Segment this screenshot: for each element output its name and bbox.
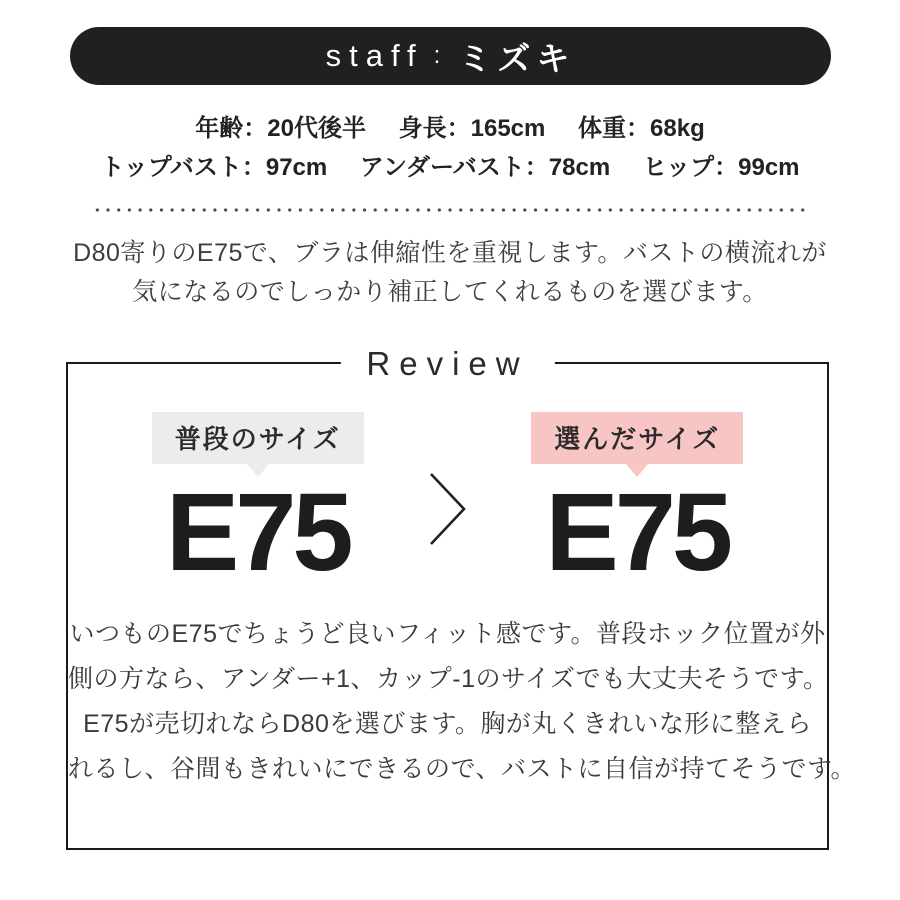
intro-line-2: 気になるのでしっかり補正してくれるものを選びます。	[132, 278, 768, 306]
review-box	[66, 345, 857, 850]
stat-hip: ヒップ：99cm	[642, 154, 800, 181]
staff-separator: :	[433, 42, 441, 69]
stat-age: 年齢：20代後半	[195, 115, 366, 142]
staff-label: staff	[325, 38, 424, 73]
stats-row-1	[0, 109, 900, 148]
stat-height: 身長：165cm	[398, 115, 546, 142]
stat-under-bust: アンダーバスト：78cm	[359, 154, 611, 181]
dotted-divider	[92, 207, 808, 213]
review-comment-line-4: れるし、谷間もきれいにできるので、バストに自信が持てそうです。	[68, 754, 857, 783]
review-comment-line-2: 側の方なら、アンダー+1、カップ-1のサイズでも大丈夫そうです。	[68, 664, 829, 693]
stat-top-bust: トップバスト：97cm	[100, 154, 328, 181]
staff-stats	[0, 109, 900, 187]
review-title: Review	[340, 343, 554, 385]
usual-size-value: E75	[165, 471, 350, 594]
chosen-size-value: E75	[545, 471, 730, 594]
arrow-right-icon	[429, 472, 467, 551]
review-comment-line-1: いつものE75でちょうど良いフィット感です。普段ホック位置が外	[69, 619, 826, 648]
usual-size-column	[68, 412, 448, 594]
chosen-size-label: 選んだサイズ	[531, 412, 743, 464]
chosen-size-column	[448, 412, 828, 594]
staff-name: ミズキ	[458, 39, 576, 77]
intro-line-1: D80寄りのE75で、ブラは伸縮性を重視します。バストの横流れが	[73, 239, 827, 267]
usual-size-label: 普段のサイズ	[152, 412, 364, 464]
stat-weight: 体重：68kg	[578, 115, 705, 142]
review-comment	[68, 612, 857, 792]
staff-banner	[70, 27, 831, 85]
intro-paragraph	[0, 234, 900, 312]
stats-row-2	[0, 148, 900, 187]
review-comment-line-3: E75が売切れならD80を選びます。胸が丸くきれいな形に整えら	[83, 709, 812, 738]
